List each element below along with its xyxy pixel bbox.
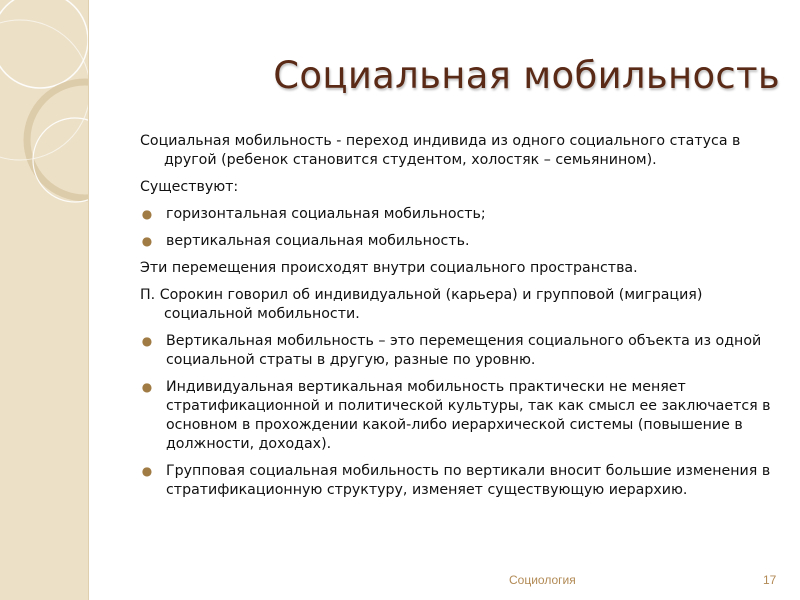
slide-content — [140, 132, 776, 508]
list-item — [140, 232, 776, 251]
bullet-dot-icon: ● — [141, 380, 153, 394]
list-item-text: Индивидуальная вертикальная мобильность практически не меняет стратификационной и политической культуры, так как смысл ее заключается в основном в прохождении какой-либо иерархической системы (повышение в должности, доходах). — [166, 379, 771, 452]
list-item — [140, 462, 776, 500]
list-item-text: горизонтальная социальная мобильность; — [166, 206, 486, 222]
slide-number: 17 — [763, 573, 777, 587]
space-paragraph: Эти перемещения происходят внутри социального пространства. — [140, 260, 638, 276]
list-item — [140, 205, 776, 224]
bullet-dot-icon: ● — [141, 207, 153, 221]
decorative-side-band — [0, 0, 89, 600]
bullet-dot-icon: ● — [141, 334, 153, 348]
footer-subject-label: Социология — [509, 573, 576, 587]
bullet-dot-icon: ● — [141, 234, 153, 248]
definition-paragraph: Социальная мобильность - переход индивида из одного социального статуса в другой (ребенок становится студентом, холостяк – семьянином). — [140, 133, 741, 168]
exists-label: Существуют: — [140, 179, 239, 195]
slide-title: Социальная мобильность — [273, 54, 780, 97]
decorative-circles — [0, 0, 88, 600]
list-item — [140, 332, 776, 370]
list-item — [140, 378, 776, 454]
sorokin-paragraph: П. Сорокин говорил об индивидуальной (карьера) и групповой (миграция) социальной мобильности. — [140, 287, 703, 322]
list-item-text: Вертикальная мобильность – это перемещения социального объекта из одной социальной страты в другую, разные по уровню. — [166, 333, 762, 368]
bullet-dot-icon: ● — [141, 464, 153, 478]
list-item-text: Групповая социальная мобильность по вертикали вносит большие изменения в стратификационную структуру, изменяет существующую иерархию. — [166, 463, 771, 498]
list-item-text: вертикальная социальная мобильность. — [166, 233, 470, 249]
